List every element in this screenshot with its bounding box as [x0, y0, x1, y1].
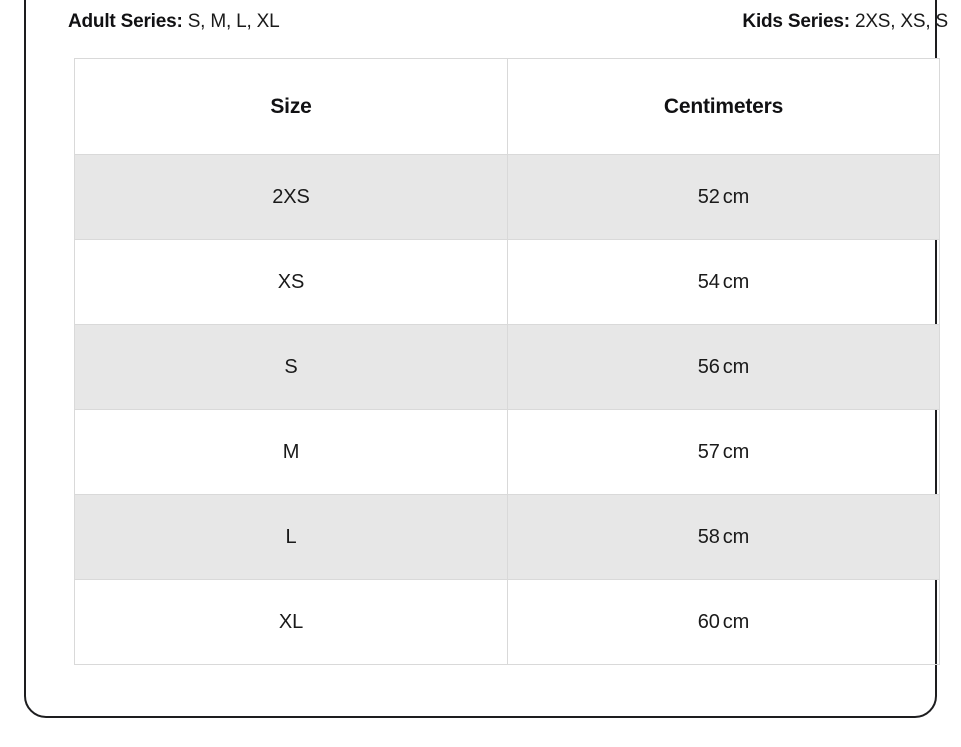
- kids-series-label: Kids Series:: [742, 11, 850, 32]
- cell-size: L: [75, 495, 508, 580]
- cm-unit: cm: [722, 185, 750, 208]
- cm-unit: cm: [722, 270, 750, 293]
- table-row: [75, 410, 940, 495]
- size-table-body: [75, 155, 940, 665]
- cm-number: 57: [697, 440, 720, 463]
- cm-number: 60: [697, 610, 720, 633]
- adult-series-values: S, M, L, XL: [187, 11, 280, 32]
- kids-series-values: 2XS, XS, S: [854, 11, 948, 32]
- cm-number: 54: [697, 270, 720, 293]
- adult-series: [68, 10, 279, 34]
- column-header-centimeters: Centimeters: [508, 59, 940, 155]
- table-row: [75, 325, 940, 410]
- cm-number: 52: [697, 185, 720, 208]
- cell-centimeters: [508, 325, 940, 410]
- cm-number: 58: [697, 525, 720, 548]
- cm-number: 56: [697, 355, 720, 378]
- cell-centimeters: [508, 240, 940, 325]
- cm-unit: cm: [722, 355, 750, 378]
- adult-series-label: Adult Series:: [68, 11, 183, 32]
- cell-size: XL: [75, 580, 508, 665]
- cell-size: 2XS: [75, 155, 508, 240]
- cell-centimeters: [508, 495, 940, 580]
- cm-unit: cm: [722, 440, 750, 463]
- cell-size: M: [75, 410, 508, 495]
- cell-centimeters: [508, 410, 940, 495]
- size-table-head: [75, 59, 940, 155]
- size-chart-card: [24, 0, 948, 718]
- column-header-size: Size: [75, 59, 508, 155]
- table-row: [75, 580, 940, 665]
- cm-unit: cm: [722, 610, 750, 633]
- table-row: [75, 240, 940, 325]
- cell-size: S: [75, 325, 508, 410]
- kids-series: [742, 10, 948, 34]
- cell-centimeters: [508, 155, 940, 240]
- table-row: [75, 495, 940, 580]
- table-header-row: [75, 59, 940, 155]
- size-table: [74, 58, 940, 665]
- cm-unit: cm: [722, 525, 750, 548]
- table-row: [75, 155, 940, 240]
- series-summary: [68, 10, 948, 34]
- cell-size: XS: [75, 240, 508, 325]
- cell-centimeters: [508, 580, 940, 665]
